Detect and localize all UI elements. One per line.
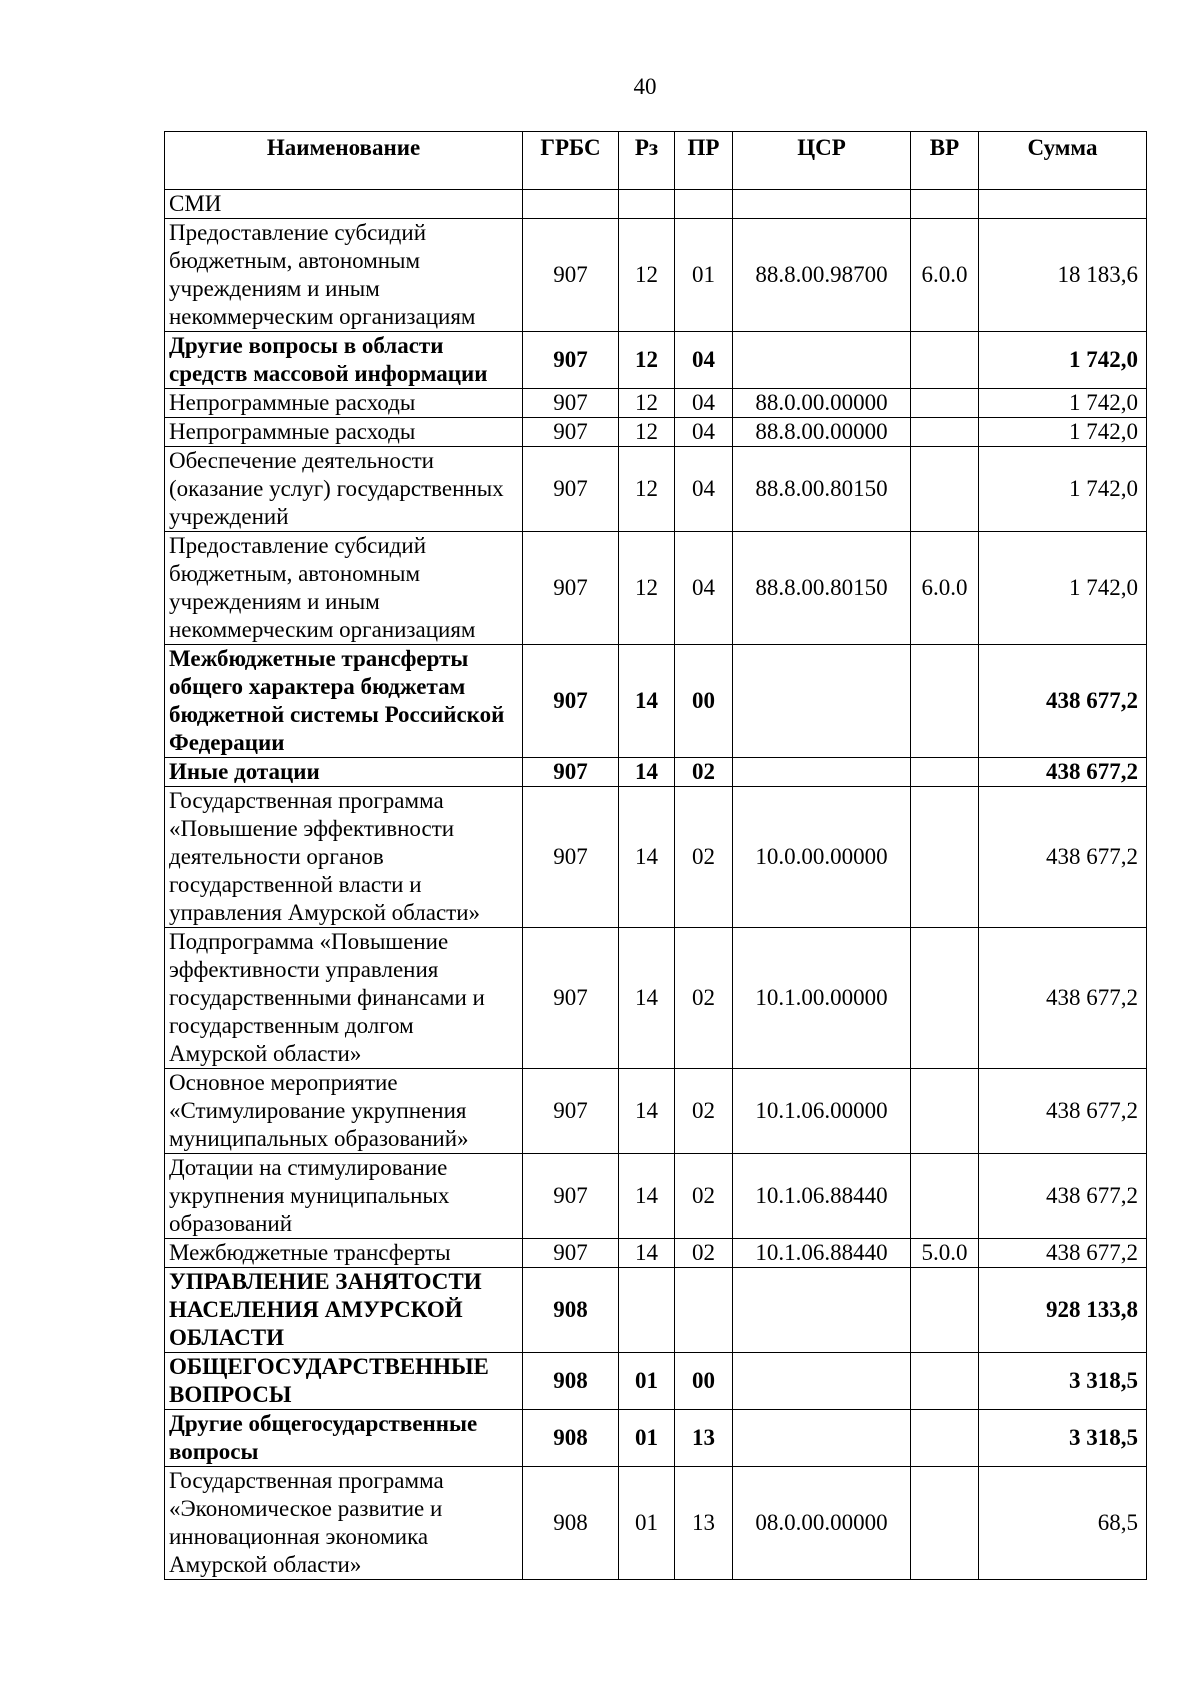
table-row <box>165 219 1147 332</box>
cell-csr: 10.0.00.00000 <box>733 787 911 928</box>
cell-name: ОБЩЕГОСУДАРСТВЕННЫЕ ВОПРОСЫ <box>165 1353 523 1410</box>
cell-sum: 1 742,0 <box>979 332 1147 389</box>
table-header <box>165 132 1147 190</box>
cell-rz <box>619 1268 675 1353</box>
cell-sum: 18 183,6 <box>979 219 1147 332</box>
cell-pr: 00 <box>675 645 733 758</box>
cell-csr: 88.8.00.98700 <box>733 219 911 332</box>
table-row <box>165 645 1147 758</box>
cell-grbs: 908 <box>523 1410 619 1467</box>
cell-pr: 02 <box>675 787 733 928</box>
cell-sum: 1 742,0 <box>979 389 1147 418</box>
cell-sum: 928 133,8 <box>979 1268 1147 1353</box>
cell-vr <box>911 928 979 1069</box>
cell-rz: 12 <box>619 219 675 332</box>
cell-rz: 12 <box>619 332 675 389</box>
cell-grbs: 908 <box>523 1353 619 1410</box>
cell-pr: 04 <box>675 532 733 645</box>
cell-rz: 01 <box>619 1467 675 1580</box>
cell-csr: 10.1.00.00000 <box>733 928 911 1069</box>
cell-grbs: 907 <box>523 418 619 447</box>
cell-name: Другие вопросы в области средств массовой информации <box>165 332 523 389</box>
cell-csr <box>733 1268 911 1353</box>
cell-sum: 438 677,2 <box>979 758 1147 787</box>
cell-rz <box>619 190 675 219</box>
cell-grbs: 907 <box>523 219 619 332</box>
cell-vr: 6.0.0 <box>911 219 979 332</box>
cell-grbs: 907 <box>523 758 619 787</box>
header-rz: Рз <box>619 132 675 190</box>
cell-sum: 68,5 <box>979 1467 1147 1580</box>
table-row <box>165 1353 1147 1410</box>
cell-csr <box>733 1410 911 1467</box>
cell-sum: 438 677,2 <box>979 1239 1147 1268</box>
header-csr: ЦСР <box>733 132 911 190</box>
header-sum: Сумма <box>979 132 1147 190</box>
cell-name: Основное мероприятие «Стимулирование укрупнения муниципальных образований» <box>165 1069 523 1154</box>
cell-sum <box>979 190 1147 219</box>
cell-sum: 3 318,5 <box>979 1410 1147 1467</box>
table-row <box>165 532 1147 645</box>
cell-name: УПРАВЛЕНИЕ ЗАНЯТОСТИ НАСЕЛЕНИЯ АМУРСКОЙ ОБЛАСТИ <box>165 1268 523 1353</box>
cell-rz: 01 <box>619 1353 675 1410</box>
cell-csr: 10.1.06.88440 <box>733 1239 911 1268</box>
cell-grbs: 907 <box>523 447 619 532</box>
table-row <box>165 1069 1147 1154</box>
header-row <box>165 132 1147 190</box>
cell-rz: 14 <box>619 1239 675 1268</box>
table-row <box>165 787 1147 928</box>
cell-pr: 02 <box>675 758 733 787</box>
cell-csr: 88.8.00.80150 <box>733 532 911 645</box>
table-row <box>165 1239 1147 1268</box>
cell-name: Непрограммные расходы <box>165 389 523 418</box>
cell-csr: 10.1.06.88440 <box>733 1154 911 1239</box>
table-row <box>165 418 1147 447</box>
cell-vr <box>911 447 979 532</box>
cell-csr: 88.8.00.80150 <box>733 447 911 532</box>
cell-rz: 12 <box>619 447 675 532</box>
cell-csr: 88.0.00.00000 <box>733 389 911 418</box>
cell-sum: 438 677,2 <box>979 645 1147 758</box>
header-grbs: ГРБС <box>523 132 619 190</box>
cell-pr: 13 <box>675 1467 733 1580</box>
table-row <box>165 190 1147 219</box>
cell-csr <box>733 190 911 219</box>
table-row <box>165 758 1147 787</box>
cell-vr: 5.0.0 <box>911 1239 979 1268</box>
cell-vr <box>911 389 979 418</box>
header-name: Наименование <box>165 132 523 190</box>
cell-vr <box>911 332 979 389</box>
table-row <box>165 928 1147 1069</box>
cell-csr <box>733 758 911 787</box>
cell-name: СМИ <box>165 190 523 219</box>
cell-name: Предоставление субсидий бюджетным, автономным учреждениям и иным некоммерческим организациям <box>165 532 523 645</box>
cell-pr: 13 <box>675 1410 733 1467</box>
cell-pr: 00 <box>675 1353 733 1410</box>
cell-grbs: 907 <box>523 1239 619 1268</box>
table-body <box>165 190 1147 1580</box>
cell-name: Межбюджетные трансферты <box>165 1239 523 1268</box>
cell-sum: 1 742,0 <box>979 532 1147 645</box>
cell-pr: 02 <box>675 1069 733 1154</box>
cell-sum: 438 677,2 <box>979 1069 1147 1154</box>
cell-vr <box>911 1467 979 1580</box>
table-row <box>165 389 1147 418</box>
cell-rz: 14 <box>619 1069 675 1154</box>
cell-csr: 08.0.00.00000 <box>733 1467 911 1580</box>
cell-vr <box>911 1069 979 1154</box>
cell-grbs: 907 <box>523 532 619 645</box>
cell-name: Иные дотации <box>165 758 523 787</box>
cell-grbs: 907 <box>523 928 619 1069</box>
table-row <box>165 332 1147 389</box>
cell-pr <box>675 1268 733 1353</box>
cell-grbs <box>523 190 619 219</box>
cell-rz: 14 <box>619 928 675 1069</box>
cell-grbs: 907 <box>523 1069 619 1154</box>
page-number: 40 <box>633 74 657 99</box>
cell-name: Другие общегосударственные вопросы <box>165 1410 523 1467</box>
cell-pr: 04 <box>675 418 733 447</box>
cell-vr <box>911 1410 979 1467</box>
cell-vr <box>911 418 979 447</box>
cell-rz: 14 <box>619 645 675 758</box>
cell-pr: 02 <box>675 1239 733 1268</box>
cell-csr: 88.8.00.00000 <box>733 418 911 447</box>
cell-sum: 1 742,0 <box>979 418 1147 447</box>
table-row <box>165 1154 1147 1239</box>
header-pr: ПР <box>675 132 733 190</box>
cell-grbs: 908 <box>523 1268 619 1353</box>
cell-csr <box>733 332 911 389</box>
table-row <box>165 1467 1147 1580</box>
cell-vr <box>911 1353 979 1410</box>
cell-vr <box>911 1268 979 1353</box>
cell-pr: 01 <box>675 219 733 332</box>
cell-sum: 438 677,2 <box>979 928 1147 1069</box>
cell-pr: 02 <box>675 1154 733 1239</box>
cell-name: Обеспечение деятельности (оказание услуг) государственных учреждений <box>165 447 523 532</box>
table-row <box>165 447 1147 532</box>
cell-name: Дотации на стимулирование укрупнения муниципальных образований <box>165 1154 523 1239</box>
cell-sum: 438 677,2 <box>979 787 1147 928</box>
cell-grbs: 908 <box>523 1467 619 1580</box>
cell-rz: 12 <box>619 532 675 645</box>
cell-vr <box>911 758 979 787</box>
header-vr: ВР <box>911 132 979 190</box>
cell-rz: 14 <box>619 1154 675 1239</box>
cell-name: Межбюджетные трансферты общего характера бюджетам бюджетной системы Российской Федерации <box>165 645 523 758</box>
cell-vr: 6.0.0 <box>911 532 979 645</box>
cell-pr: 02 <box>675 928 733 1069</box>
cell-rz: 01 <box>619 1410 675 1467</box>
cell-pr: 04 <box>675 389 733 418</box>
cell-pr <box>675 190 733 219</box>
cell-csr <box>733 645 911 758</box>
cell-grbs: 907 <box>523 645 619 758</box>
cell-sum: 3 318,5 <box>979 1353 1147 1410</box>
budget-table <box>164 131 1147 1580</box>
cell-rz: 12 <box>619 418 675 447</box>
cell-name: Непрограммные расходы <box>165 418 523 447</box>
cell-pr: 04 <box>675 332 733 389</box>
cell-vr <box>911 787 979 928</box>
cell-vr <box>911 645 979 758</box>
cell-pr: 04 <box>675 447 733 532</box>
cell-grbs: 907 <box>523 1154 619 1239</box>
cell-rz: 12 <box>619 389 675 418</box>
cell-name: Государственная программа «Повышение эффективности деятельности органов государственной власти и управления Амурской области» <box>165 787 523 928</box>
table-row <box>165 1268 1147 1353</box>
cell-vr <box>911 190 979 219</box>
cell-rz: 14 <box>619 758 675 787</box>
cell-rz: 14 <box>619 787 675 928</box>
cell-name: Государственная программа «Экономическое развитие и инновационная экономика Амурской области» <box>165 1467 523 1580</box>
cell-grbs: 907 <box>523 389 619 418</box>
cell-vr <box>911 1154 979 1239</box>
cell-name: Подпрограмма «Повышение эффективности управления государственными финансами и государственным долгом Амурской области» <box>165 928 523 1069</box>
table-row <box>165 1410 1147 1467</box>
cell-name: Предоставление субсидий бюджетным, автономным учреждениям и иным некоммерческим организациям <box>165 219 523 332</box>
cell-grbs: 907 <box>523 332 619 389</box>
cell-grbs: 907 <box>523 787 619 928</box>
cell-csr: 10.1.06.00000 <box>733 1069 911 1154</box>
cell-csr <box>733 1353 911 1410</box>
cell-sum: 1 742,0 <box>979 447 1147 532</box>
cell-sum: 438 677,2 <box>979 1154 1147 1239</box>
